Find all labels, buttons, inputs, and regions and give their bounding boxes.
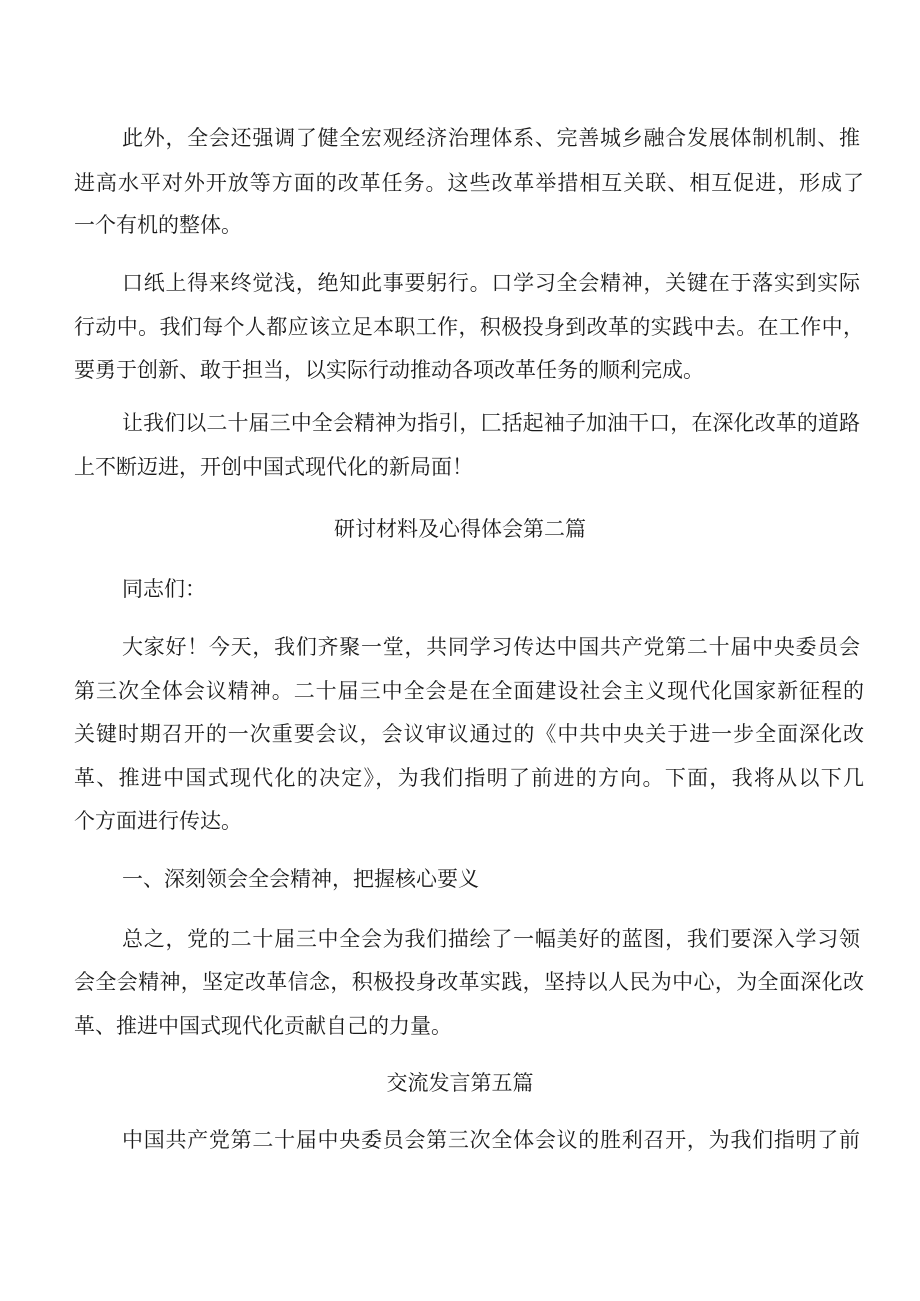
paragraph-line: 大家好！今天，我们齐聚一堂，共同学习传达中国共产党第二十届中央委员会: [122, 635, 860, 659]
paragraph-line: 此外，全会还强调了健全宏观经济治理体系、完善城乡融合发展体制机制、推: [122, 126, 860, 150]
salutation: 同志们：: [122, 577, 206, 601]
paragraph-line: 革、推进中国式现代化贡献自己的力量。: [74, 1014, 452, 1038]
section-heading: 研讨材料及心得体会第二篇: [334, 517, 586, 541]
paragraph-line: 让我们以二十届三中全会精神为指引，匚括起袖子加油干口，在深化改革的道路: [122, 411, 860, 435]
paragraph-line: 革、推进中国式现代化的决定》，为我们指明了前进的方向。下面，我将从以下几: [74, 766, 864, 790]
subsection-heading: 一、深刻领会全会精神，把握核心要义: [122, 867, 479, 891]
paragraph-line: 一个有机的整体。: [74, 213, 242, 237]
paragraph-line: 中国共产党第二十届中央委员会第三次全体会议的胜利召开，为我们指明了前: [122, 1128, 860, 1152]
paragraph-line: 进高水平对外开放等方面的改革任务。这些改革举措相互关联、相互促进，形成了: [74, 171, 864, 195]
paragraph-line: 总之，党的二十届三中全会为我们描绘了一幅美好的蓝图，我们要深入学习领: [122, 927, 860, 951]
paragraph-line: 第三次全体会议精神。二十届三中全会是在全面建设社会主义现代化国家新征程的: [74, 679, 864, 703]
section-heading: 交流发言第五篇: [386, 1071, 534, 1095]
paragraph-line: 关键时期召开的一次重要会议，会议审议通过的《中共中央关于进一步全面深化改: [74, 722, 864, 746]
paragraph-line: 个方面进行传达。: [74, 809, 242, 833]
paragraph-line: 行动中。我们每个人都应该立足本职工作，积极投身到改革的实践中去。在工作中，: [74, 315, 864, 339]
paragraph-line: 口纸上得来终觉浅，绝知此事要躬行。口学习全会精神，关键在于落实到实际: [122, 271, 860, 295]
paragraph-line: 会全会精神，坚定改革信念，积极投身改革实践，坚持以人民为中心，为全面深化改: [74, 970, 864, 994]
paragraph-line: 上不断迈进，开创中国式现代化的新局面！: [74, 455, 473, 479]
paragraph-line: 要勇于创新、敢于担当，以实际行动推动各项改革任务的顺利完成。: [74, 358, 704, 382]
